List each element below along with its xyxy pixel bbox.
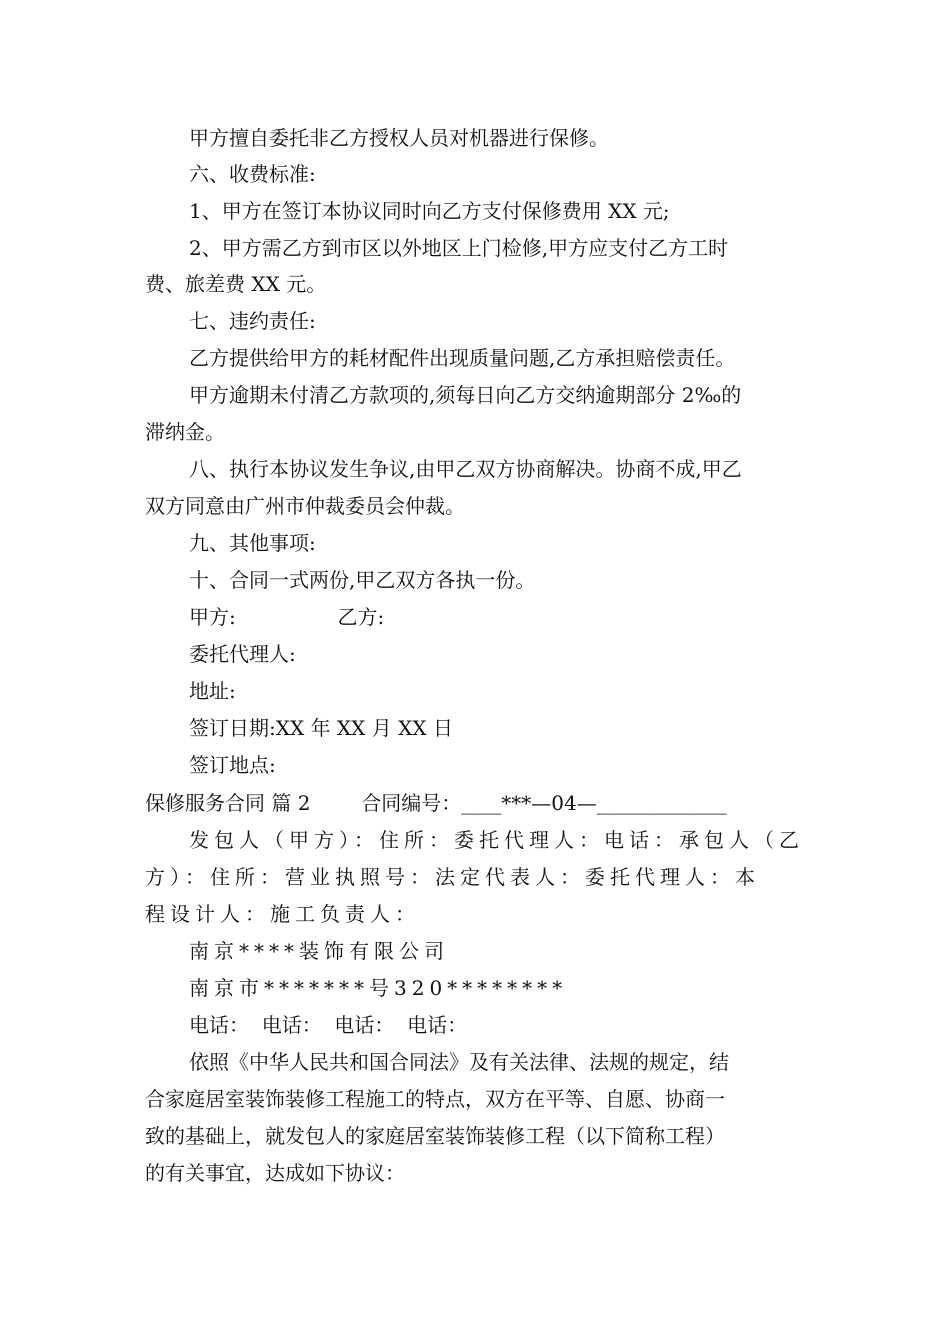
text-line: 合家庭居室装饰装修工程施工的特点，双方在平等、自愿、协商一 <box>145 1087 725 1111</box>
text-line: 致的基础上，就发包人的家庭居室装饰装修工程（以下简称工程） <box>145 1124 725 1148</box>
party-info-line: 发包人（甲方）：住所：委托代理人：电话：承包人（乙 <box>189 828 804 852</box>
signature-party-line: 甲方: 乙方: <box>189 605 385 629</box>
text-line: 费、旅差费 XX 元。 <box>145 272 327 296</box>
agent-line: 委托代理人: <box>189 642 296 666</box>
text-line: 十、合同一式两份,甲乙双方各执一份。 <box>189 568 536 592</box>
address-line: 地址: <box>189 679 236 703</box>
text-line: 2、甲方需乙方到市区以外地区上门检修,甲方应支付乙方工时 <box>189 236 729 260</box>
company-address: 南京市*******号320******** <box>189 976 568 1000</box>
contract-title-line: 保修服务合同 篇 2 合同编号：____***—04—_____________ <box>145 791 727 815</box>
section-heading: 七、违约责任: <box>189 309 316 333</box>
text-line: 乙方提供给甲方的耗材配件出现质量问题,乙方承担赔偿责任。 <box>189 346 736 370</box>
text-line: 滞纳金。 <box>145 420 225 444</box>
sign-place-line: 签订地点: <box>189 753 276 777</box>
text-line: 1、甲方在签订本协议同时向乙方支付保修费用 XX 元; <box>189 199 670 223</box>
section-heading: 六、收费标准: <box>189 162 316 186</box>
sign-date-line: 签订日期:XX 年 XX 月 XX 日 <box>189 716 453 740</box>
text-line: 的有关事宜，达成如下协议： <box>145 1161 405 1185</box>
text-line: 甲方擅自委托非乙方授权人员对机器进行保修。 <box>189 126 609 150</box>
section-heading: 九、其他事项: <box>189 531 316 555</box>
party-info-line: 程设计人：施工负责人： <box>145 902 420 926</box>
phone-line: 电话： 电话： 电话： 电话： <box>189 1013 468 1037</box>
text-line: 甲方逾期未付清乙方款项的,须每日向乙方交纳逾期部分 2‰的 <box>189 383 742 407</box>
text-line: 八、执行本协议发生争议,由甲乙双方协商解决。协商不成,甲乙 <box>189 457 742 481</box>
text-line: 依照《中华人民共和国合同法》及有关法律、法规的规定，结 <box>189 1050 729 1074</box>
company-name: 南京****装饰有限公司 <box>189 939 449 963</box>
text-line: 双方同意由广州市仲裁委员会仲裁。 <box>145 494 465 518</box>
party-info-line: 方）：住所：营业执照号：法定代表人：委托代理人：本 <box>145 865 760 889</box>
